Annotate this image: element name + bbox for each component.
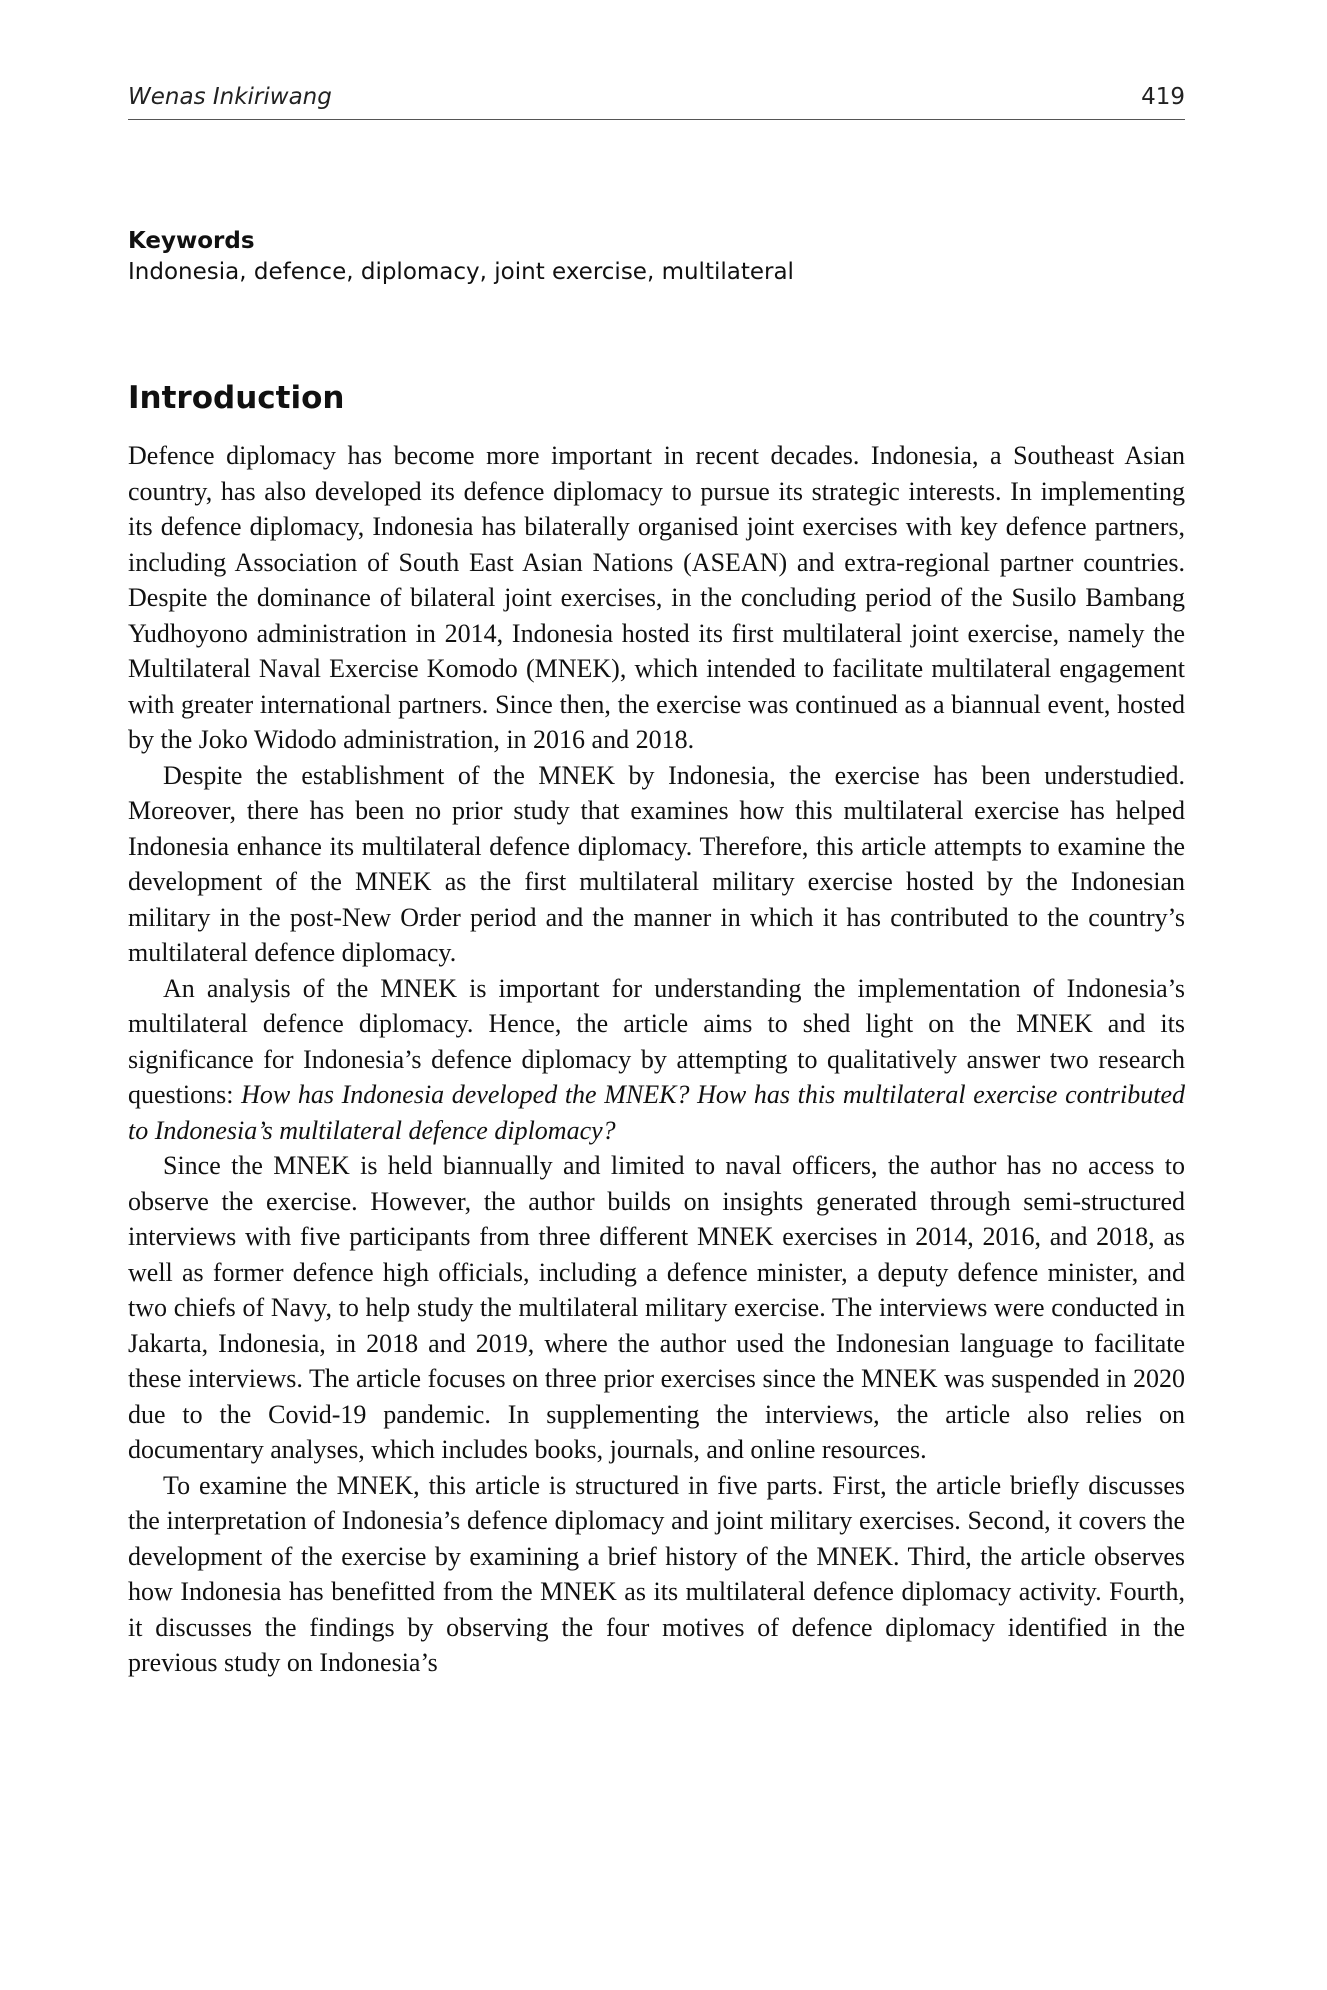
introduction-heading: Introduction — [128, 380, 345, 416]
paragraph-1: Defence diplomacy has become more important in recent decades. Indonesia, a Southeast Asian country, has also developed its defence diplomacy to pursue its strategic interests. In implementing its defence diplomacy, Indonesia has bilaterally organised joint exercises with key defence partners, including Association of South East Asian Nations (ASEAN) and extra-regional partner countries. Despite the dominance of bilateral joint exercises, in the concluding period of the Susilo Bambang Yudhoyono administration in 2014, Indonesia hosted its first multilateral joint exercise, namely the Multilateral Naval Exercise Komodo (MNEK), which intended to facilitate multilateral engagement with greater international partners. Since then, the exercise was continued as a biannual event, hosted by the Joko Widodo administration, in 2016 and 2018. — [128, 441, 1185, 754]
keywords-heading: Keywords — [128, 228, 255, 254]
paragraph-5: To examine the MNEK, this article is structured in five parts. First, the article briefly discusses the interpretation of Indonesia’s defence diplomacy and joint military exercises. Second, it covers the development of the exercise by examining a brief history of the MNEK. Third, the article observes how Indonesia has benefitted from the MNEK as its multilateral defence diplomacy activity. Fourth, it discusses the findings by observing the four motives of defence diplomacy identified in the previous study on Indonesia’s — [128, 1470, 1185, 1677]
paragraph-3 — [128, 971, 1185, 1149]
paragraph-2: Despite the establishment of the MNEK by Indonesia, the exercise has been understudied. Moreover, there has been no prior study that examines how this multilateral exercise has helped Indonesia enhance its multilateral defence diplomacy. Therefore, this article attempts to examine the development of the MNEK as the first multilateral military exercise hosted by the Indonesian military in the post-New Order period and the manner in which it has contributed to the country’s multilateral defence diplomacy. — [128, 760, 1185, 967]
research-questions: How has Indonesia developed the MNEK? How has this multilateral exercise contributed to Indonesia’s multilateral defence diplomacy? — [128, 1080, 1185, 1145]
page-number: 419 — [1141, 84, 1185, 110]
keywords-block — [128, 228, 1185, 285]
keywords-list: Indonesia, defence, diplomacy, joint exercise, multilateral — [128, 259, 794, 285]
running-head-author: Wenas Inkiriwang — [128, 84, 332, 110]
paragraph-3-text: An analysis of the MNEK is important for understanding the implementation of Indonesia’s multilateral defence diplomacy. Hence, the article aims to shed light on the MNEK and its significance for Indonesia’s defence diplomacy by attempting to qualitatively answer two research questions: — [128, 973, 1185, 1109]
introduction-body — [128, 438, 1185, 1681]
paragraph-4: Since the MNEK is held biannually and limited to naval officers, the author has no access to observe the exercise. However, the author builds on insights generated through semi-structured interviews with five participants from three different MNEK exercises in 2014, 2016, and 2018, as well as former defence high officials, including a defence minister, a deputy defence minister, and two chiefs of Navy, to help study the multilateral military exercise. The interviews were conducted in Jakarta, Indonesia, in 2018 and 2019, where the author used the Indonesian language to facilitate these interviews. The article focuses on three prior exercises since the MNEK was suspended in 2020 due to the Covid-19 pandemic. In supplementing the interviews, the article also relies on documentary analyses, which includes books, journals, and online resources. — [128, 1151, 1185, 1464]
running-head — [128, 84, 1185, 120]
